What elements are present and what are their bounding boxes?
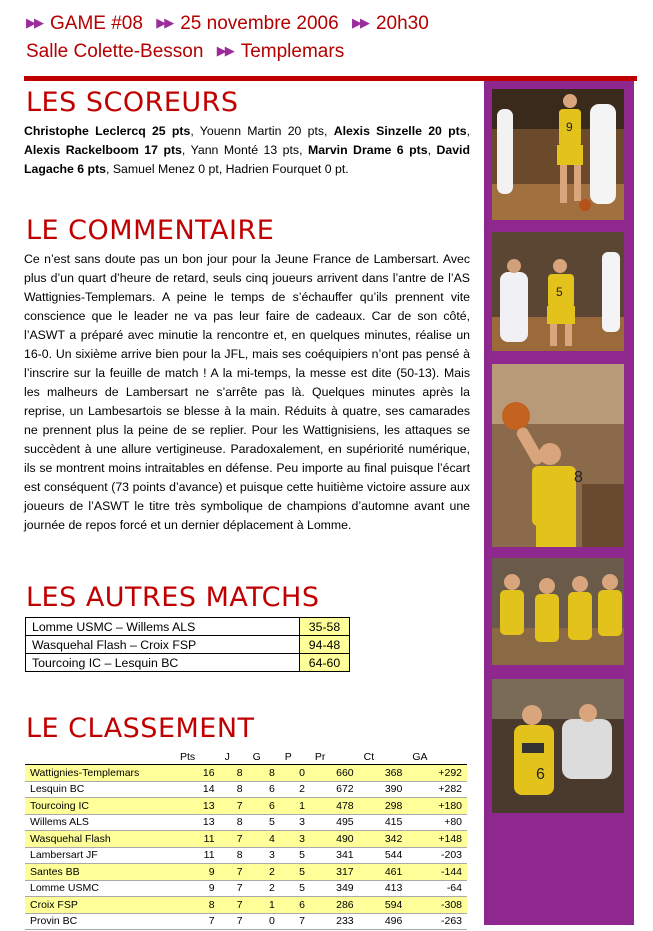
stat-cell: 672 bbox=[310, 781, 359, 798]
stat-cell: 8 bbox=[175, 897, 220, 914]
stat-cell: 16 bbox=[175, 765, 220, 782]
stat-cell: 5 bbox=[280, 880, 310, 897]
scorer-entry: Samuel Menez 0 pt bbox=[112, 162, 219, 176]
stat-cell: 8 bbox=[220, 814, 248, 831]
team-name: Tourcoing IC bbox=[25, 798, 175, 815]
scorer-entry: David Lagache 6 pts bbox=[24, 143, 470, 176]
team-name: Croix FSP bbox=[25, 897, 175, 914]
standings-row bbox=[25, 864, 467, 881]
stat-cell: 8 bbox=[220, 765, 248, 782]
match-row bbox=[26, 636, 350, 654]
stat-cell: 415 bbox=[359, 814, 408, 831]
section-title-other-matches: LES AUTRES MATCHS bbox=[26, 582, 320, 613]
game-number: GAME #08 bbox=[50, 13, 143, 34]
stat-cell: 7 bbox=[220, 831, 248, 848]
venue-city: Templemars bbox=[240, 41, 345, 62]
stat-cell: 8 bbox=[248, 765, 280, 782]
stat-cell: 286 bbox=[310, 897, 359, 914]
match-row bbox=[26, 618, 350, 636]
stat-cell: 3 bbox=[280, 831, 310, 848]
stat-cell: 2 bbox=[248, 880, 280, 897]
column-header: GA bbox=[407, 749, 467, 765]
stat-cell: 233 bbox=[310, 913, 359, 930]
stat-cell: 390 bbox=[359, 781, 408, 798]
stat-cell: 349 bbox=[310, 880, 359, 897]
other-matches-table bbox=[25, 617, 350, 672]
standings-row bbox=[25, 831, 467, 848]
header-line-1 bbox=[26, 10, 429, 38]
match-time: 20h30 bbox=[375, 13, 429, 34]
stat-cell: 490 bbox=[310, 831, 359, 848]
stat-cell: 7 bbox=[220, 913, 248, 930]
jersey-number: 9 bbox=[566, 120, 573, 134]
team-column-header bbox=[25, 749, 175, 765]
stat-cell: +282 bbox=[407, 781, 467, 798]
stat-cell: 495 bbox=[310, 814, 359, 831]
stat-cell: 13 bbox=[175, 814, 220, 831]
scorer-entry: Yann Monté 13 pts bbox=[190, 143, 300, 157]
stat-cell: -144 bbox=[407, 864, 467, 881]
jersey-number: 8 bbox=[574, 469, 583, 486]
match-header bbox=[26, 10, 429, 66]
column-header: J bbox=[220, 749, 248, 765]
match-score: 64-60 bbox=[300, 654, 350, 672]
scorer-entry: Hadrien Fourquet 0 pt bbox=[225, 162, 346, 176]
stat-cell: 9 bbox=[175, 880, 220, 897]
stat-cell: 7 bbox=[220, 880, 248, 897]
team-name: Willems ALS bbox=[25, 814, 175, 831]
stat-cell: 496 bbox=[359, 913, 408, 930]
scorer-entry: Alexis Rackelboom 17 pts bbox=[24, 143, 182, 157]
standings-header-row bbox=[25, 749, 467, 765]
stat-cell: 7 bbox=[220, 897, 248, 914]
team-name: Lesquin BC bbox=[25, 781, 175, 798]
stat-cell: 2 bbox=[248, 864, 280, 881]
team-name: Wattignies-Templemars bbox=[25, 765, 175, 782]
jersey-number: 6 bbox=[536, 766, 545, 783]
standings-row bbox=[25, 847, 467, 864]
column-header: P bbox=[280, 749, 310, 765]
standings-row bbox=[25, 798, 467, 815]
stat-cell: 342 bbox=[359, 831, 408, 848]
stat-cell: 660 bbox=[310, 765, 359, 782]
match-teams: Tourcoing IC – Lesquin BC bbox=[26, 654, 300, 672]
stat-cell: 6 bbox=[248, 781, 280, 798]
match-teams: Lomme USMC – Willems ALS bbox=[26, 618, 300, 636]
stat-cell: +148 bbox=[407, 831, 467, 848]
jersey-number: 5 bbox=[556, 285, 563, 299]
column-header: Pts bbox=[175, 749, 220, 765]
stat-cell: 368 bbox=[359, 765, 408, 782]
stat-cell: 5 bbox=[280, 864, 310, 881]
stat-cell: 317 bbox=[310, 864, 359, 881]
stat-cell: 11 bbox=[175, 831, 220, 848]
stat-cell: 6 bbox=[248, 798, 280, 815]
match-score: 35-58 bbox=[300, 618, 350, 636]
stat-cell: 9 bbox=[175, 864, 220, 881]
stat-cell: 0 bbox=[248, 913, 280, 930]
stat-cell: 461 bbox=[359, 864, 408, 881]
column-header: Ct bbox=[359, 749, 408, 765]
photo-huddle bbox=[492, 558, 624, 665]
double-arrow-icon: ▶▶ bbox=[216, 43, 233, 58]
stat-cell: 7 bbox=[220, 798, 248, 815]
standings-row bbox=[25, 897, 467, 914]
double-arrow-icon: ▶▶ bbox=[351, 15, 368, 30]
stat-cell: -263 bbox=[407, 913, 467, 930]
team-name: Provin BC bbox=[25, 913, 175, 930]
standings-row bbox=[25, 913, 467, 930]
stat-cell: 13 bbox=[175, 798, 220, 815]
standings-row bbox=[25, 880, 467, 897]
stat-cell: 4 bbox=[248, 831, 280, 848]
stat-cell: 1 bbox=[248, 897, 280, 914]
standings-row bbox=[25, 781, 467, 798]
stat-cell: 7 bbox=[280, 913, 310, 930]
photo-layup bbox=[492, 364, 624, 547]
stat-cell: 3 bbox=[248, 847, 280, 864]
stat-cell: 8 bbox=[220, 781, 248, 798]
stat-cell: 298 bbox=[359, 798, 408, 815]
team-name: Lomme USMC bbox=[25, 880, 175, 897]
team-name: Santes BB bbox=[25, 864, 175, 881]
stat-cell: 7 bbox=[175, 913, 220, 930]
stat-cell: 8 bbox=[220, 847, 248, 864]
stat-cell: 3 bbox=[280, 814, 310, 831]
stat-cell: -308 bbox=[407, 897, 467, 914]
scorers-list: Christophe Leclercq 25 pts, Youenn Martin 20 pts, Alexis Sinzelle 20 pts, Alexis Rackelboom 17 pts, Yann Monté 13 pts, Marvin Drame 6 pts, David Lagache 6 pts, Samuel Menez 0 pt, Hadrien Fourquet 0 pt. bbox=[24, 124, 470, 176]
team-name: Lambersart JF bbox=[25, 847, 175, 864]
match-score: 94-48 bbox=[300, 636, 350, 654]
match-row bbox=[26, 654, 350, 672]
scorer-entry: Alexis Sinzelle 20 pts bbox=[333, 124, 467, 138]
stat-cell: 1 bbox=[280, 798, 310, 815]
section-title-commentary: LE COMMENTAIRE bbox=[26, 215, 275, 246]
photo-defense bbox=[492, 232, 624, 351]
stat-cell: +292 bbox=[407, 765, 467, 782]
stat-cell: 5 bbox=[280, 847, 310, 864]
double-arrow-icon: ▶▶ bbox=[26, 15, 42, 30]
stat-cell: 11 bbox=[175, 847, 220, 864]
stat-cell: 594 bbox=[359, 897, 408, 914]
standings-row bbox=[25, 765, 467, 782]
commentary-text: Ce n’est sans doute pas un bon jour pour la Jeune France de Lambersart. Avec plus d’un quart d’heure de retard, seuls cinq joueurs arrivent dans l’antre de l’AS Wattignies-Templemars. A peine le temps de s’échauffer qu’ils prennent vite conscience que le leader ne va pas leur faire de cadeaux. Car de son côté, l’ASWT a préparé avec minutie la rencontre et, en quelques minutes, réalise un 16-0. Un sixième arrive bien pour la JFL, mais ses coéquipiers n’ont pas pensé à l’inscrire sur la feuille de match ! A la mi-temps, la messe est dite (50-13). Mais les malheurs de Lambersart ne s’arrête pas là. Quelques minutes après la reprise, un Lambesartois se blesse à la main. Réduits à quatre, ses camarades ne prennent plus la peine de se replier. Pour les Wattignisiens, les attaques se succèdent à une allure vertigineuse. Paradoxalement, en supériorité numérique, ils se montrent moins intraitables en défense. Peu importe au final puisque l’écart est conséquent (73 points d’avance) et puisque cette huitième victoire assure aux joueurs de l’ASWT le titre très symbolique de champions d’automne avant une journée de repos forcé et un dernier déplacement à Lomme. bbox=[24, 252, 470, 532]
stat-cell: 14 bbox=[175, 781, 220, 798]
venue-name: Salle Colette-Besson bbox=[26, 41, 204, 62]
stat-cell: 0 bbox=[280, 765, 310, 782]
scorer-entry: Christophe Leclercq 25 pts bbox=[24, 124, 191, 138]
team-name: Wasquehal Flash bbox=[25, 831, 175, 848]
stat-cell: 5 bbox=[248, 814, 280, 831]
stat-cell: +180 bbox=[407, 798, 467, 815]
standings-row bbox=[25, 814, 467, 831]
photo-rebound bbox=[492, 679, 624, 813]
stat-cell: 7 bbox=[220, 864, 248, 881]
standings-table bbox=[25, 749, 467, 930]
column-header: G bbox=[248, 749, 280, 765]
stat-cell: -203 bbox=[407, 847, 467, 864]
stat-cell: 544 bbox=[359, 847, 408, 864]
column-header: Pr bbox=[310, 749, 359, 765]
scorer-entry: Marvin Drame 6 pts bbox=[307, 143, 428, 157]
stat-cell: 478 bbox=[310, 798, 359, 815]
stat-cell: -64 bbox=[407, 880, 467, 897]
stat-cell: 2 bbox=[280, 781, 310, 798]
double-arrow-icon: ▶▶ bbox=[156, 15, 173, 30]
stat-cell: 6 bbox=[280, 897, 310, 914]
match-teams: Wasquehal Flash – Croix FSP bbox=[26, 636, 300, 654]
scorer-entry: Youenn Martin 20 pts bbox=[199, 124, 325, 138]
photo-dribble bbox=[492, 89, 624, 220]
stat-cell: 341 bbox=[310, 847, 359, 864]
section-title-scorers: LES SCOREURS bbox=[26, 87, 239, 118]
stat-cell: +80 bbox=[407, 814, 467, 831]
header-line-2 bbox=[26, 38, 429, 66]
section-title-standings: LE CLASSEMENT bbox=[26, 713, 255, 744]
match-date: 25 novembre 2006 bbox=[180, 13, 339, 34]
stat-cell: 413 bbox=[359, 880, 408, 897]
